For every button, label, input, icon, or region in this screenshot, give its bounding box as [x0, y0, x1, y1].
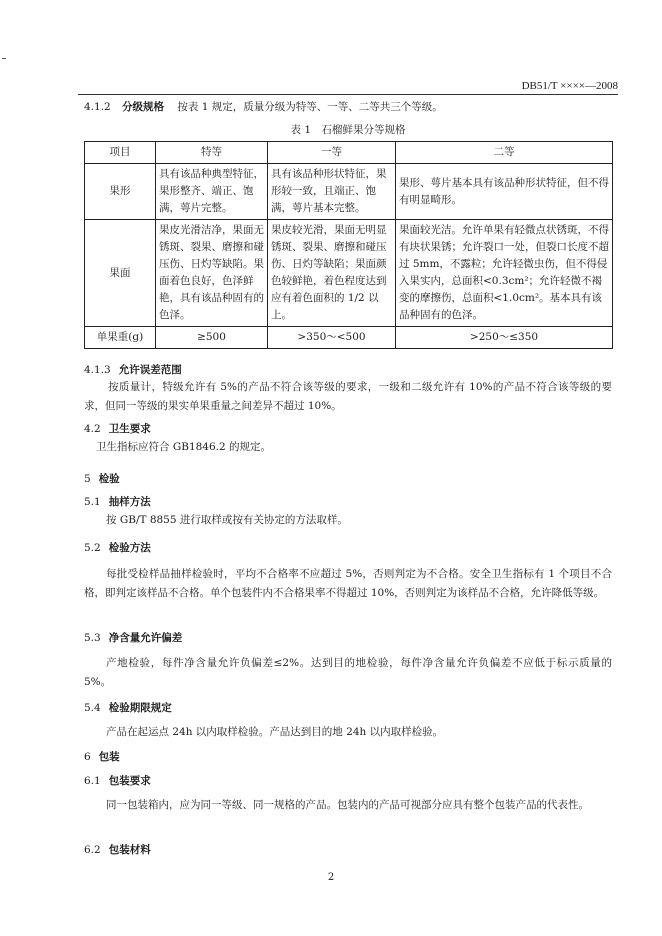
section-6-1-text: 同一包装箱内，应为同一等级、同一规格的产品。包装内的产品可视部分应具有整个包装产品的代表性。	[106, 799, 589, 811]
section-title: 检验	[98, 473, 120, 485]
section-number: 5.3	[84, 632, 101, 644]
section-number: 6	[84, 751, 91, 763]
header-cell: 项目	[85, 142, 156, 164]
section-5-2-heading	[84, 540, 151, 556]
section-title: 包装材料	[108, 844, 151, 856]
table-row	[85, 164, 613, 220]
section-title: 包装	[98, 751, 120, 763]
section-4-2-text: 卫生指标应符合 GB1846.2 的规定。	[96, 441, 272, 453]
section-6-heading	[84, 749, 120, 765]
header-rule	[78, 94, 618, 95]
row-label: 果面	[85, 220, 156, 327]
section-text: 按表 1 规定，质量分级为特等、一等、二等共三个等级。	[177, 101, 443, 113]
grading-table	[84, 141, 613, 349]
section-number: 4.1.2	[84, 101, 111, 113]
table-cell: 具有该品种形状特征，果形较一致，且端正、饱满，萼片基本完整。	[268, 164, 396, 220]
section-5-3-text: 产地检验，每件净含量允许负偏差≤2%。达到目的地检验，每件净含量允许负偏差不应低于标示质量的 5%。	[84, 657, 612, 688]
section-5-2-text: 每批受检样品抽样检验时，平均不合格率不应超过 5%，否则判定为不合格。安全卫生指标有 1 个项目不合格，即判定该样品不合格。单个包装件内不合格果率不得超过 10%，否则判定为该样品不合格，允许降低等级。	[84, 568, 612, 599]
section-number: 6.2	[84, 844, 101, 856]
header-cell: 一等	[268, 142, 396, 164]
section-number: 5.2	[84, 542, 101, 554]
section-4-2-heading	[84, 421, 151, 437]
margin-mark	[2, 58, 6, 59]
section-5-4-heading	[84, 700, 172, 716]
section-5-1-heading	[84, 494, 151, 510]
row-label: 果形	[85, 164, 156, 220]
header-cell: 特等	[156, 142, 268, 164]
section-5-4-text: 产品在起运点 24h 以内取样检验。产品达到目的地 24h 以内取样检验。	[106, 726, 444, 738]
header-cell: 二等	[396, 142, 613, 164]
section-5-3-heading	[84, 630, 182, 646]
section-number: 4.2	[84, 423, 101, 435]
section-title: 净含量允许偏差	[108, 632, 183, 644]
table-cell: 果形、萼片基本具有该品种形状特征，但不得有明显畸形。	[396, 164, 613, 220]
standard-code: DB51/T ××××—2008	[521, 80, 618, 92]
section-number: 5.4	[84, 702, 101, 714]
section-5-1-text: 按 GB/T 8855 进行取样或按有关协定的方法取样。	[106, 514, 348, 526]
section-4-1-2	[84, 98, 612, 117]
section-4-1-3-heading	[84, 362, 182, 378]
section-title: 卫生要求	[108, 423, 151, 435]
section-6-1-heading	[84, 773, 151, 789]
section-6-2-heading	[84, 842, 151, 858]
section-title: 抽样方法	[108, 496, 151, 508]
table-cell: 果面较光洁。允许单果有轻微点状锈斑，不得有块状果锈；允许裂口一处，但裂口长度不超过 5mm，不露粒；允许轻微虫伤，但不得侵入果实内，总面积<0.3cm²；允许轻微不褐变的摩擦伤，总面积<1.0cm²。基本具有该品种固有的色泽。	[396, 220, 613, 327]
section-number: 4.1.3	[84, 364, 111, 376]
section-title: 允许误差范围	[118, 364, 182, 376]
section-title: 检验期限规定	[108, 702, 172, 714]
section-number: 5.1	[84, 496, 101, 508]
section-4-1-3-text: 按质量计，特级允许有 5%的产品不符合该等级的要求，一级和二级允许有 10%的产品不符合该等级的要求，但同一等级的果实单果重量之间差异不超过 10%。	[84, 381, 612, 412]
section-title: 分级规格	[122, 101, 165, 113]
table-cell: 果皮光滑洁净，果面无锈斑、裂果、磨擦和碰压伤、日灼等缺陷。果面着色良好，色泽鲜艳，具有该品种固有的色泽。	[156, 220, 268, 327]
section-title: 检验方法	[108, 542, 151, 554]
page-number: 2	[327, 872, 335, 883]
row-label: 单果重(g)	[85, 327, 156, 349]
table-cell: ≥500	[156, 327, 268, 349]
section-number: 6.1	[84, 775, 101, 787]
table-cell: >350～<500	[268, 327, 396, 349]
table-header-row	[85, 142, 613, 164]
table-row	[85, 327, 613, 349]
table-cell: 果皮较光滑，果面无明显锈斑、裂果、磨擦和碰压伤、日灼等缺陷；果面颜色较鲜艳，着色程度达到应有着色面积的 1/2 以上。	[268, 220, 396, 327]
table-cell: >250～≤350	[396, 327, 613, 349]
table-caption: 表 1 石榴鲜果分等规格	[290, 124, 406, 136]
table-cell: 具有该品种典型特征，果形整齐、端正、饱满，萼片完整。	[156, 164, 268, 220]
section-number: 5	[84, 473, 91, 485]
table-row	[85, 220, 613, 327]
section-title: 包装要求	[108, 775, 151, 787]
section-5-heading	[84, 471, 120, 487]
